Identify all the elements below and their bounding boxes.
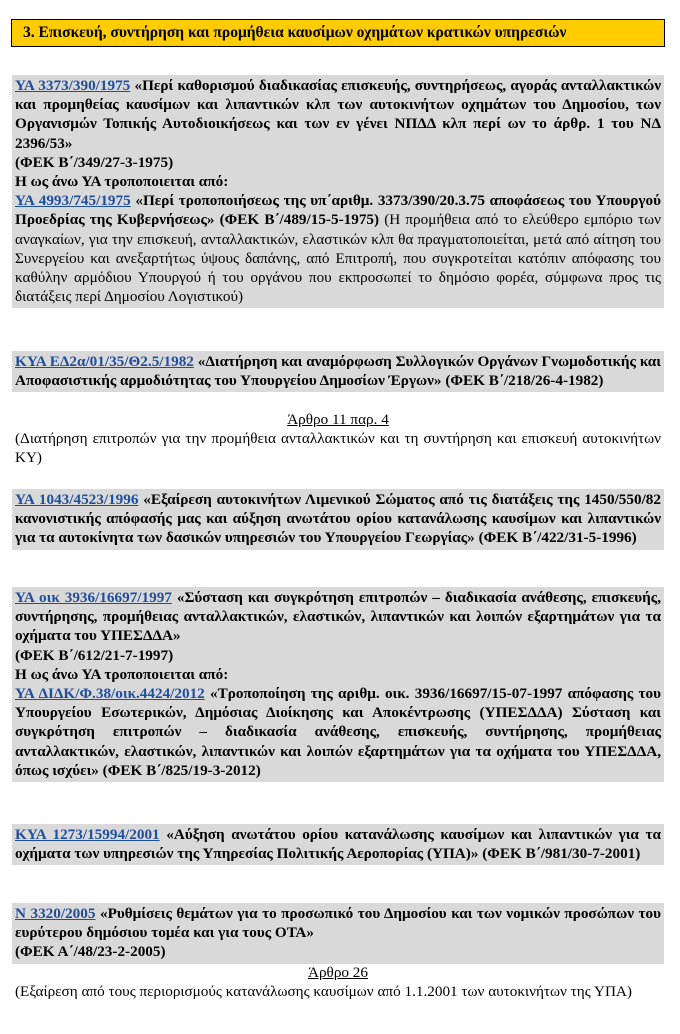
article-reference: Άρθρο 11 παρ. 4	[287, 411, 389, 428]
amendment-label: Η ως άνω ΥΑ τροποποιειται από:	[15, 173, 229, 191]
law-title: «Αύξηση ανωτάτου ορίου κατανάλωσης καυσίμων και λιπαντικών για τα οχήματα των υπηρεσιών της Υπηρεσίας Πολιτικής Αεροπορίας (ΥΠΑ)» (ΦΕΚ Β΄/981/30-7-2001)	[15, 826, 661, 863]
amendment-title: «Τροποποίηση της αριθμ. οικ. 3936/16697/15-07-1997 απόφασης του Υπουργείου Εσωτερικών, Δημόσιας Διοίκησης και Αποκέντρωσης (ΥΠΕΣΔΔΑ) Σύσταση και συγκρότηση επιτροπών – διαδικασία ανάθεσης, επισκευής, συντήρησης, προμήθειας ανταλλακτικών, ελαστικών, λιπαντικών και λοιπών εξαρτημάτων για τα οχήματα του ΥΠΕΣΔΔΑ, όπως ισχύει» (ΦΕΚ Β΄/825/19-3-2012)	[15, 685, 661, 779]
fek-reference: (ΦΕΚ Β΄/349/27-3-1975)	[15, 153, 174, 171]
amendment-label: Η ως άνω ΥΑ τροποποιειται από:	[15, 665, 229, 683]
law-link-4424-2012[interactable]: ΥΑ ΔΙΔΚ/Φ.38/οικ.4424/2012	[15, 685, 205, 703]
law-title: «Διατήρηση και αναμόρφωση Συλλογικών Οργάνων Γνωμοδοτικής και Αποφασιστικής αρμοδιότητας του Υπουργείου Δημοσίων Έργων» (ΦΕΚ Β΄/218/26-4-1982)	[15, 353, 661, 390]
fek-reference: (ΦΕΚ Β΄/612/21-7-1997)	[15, 646, 174, 664]
law-link-ed2a-1982[interactable]: ΚΥΑ ΕΔ2α/01/35/Θ2.5/1982	[15, 353, 194, 370]
law-title: «Εξαίρεση αυτοκινήτων Λιμενικού Σώματος από τις διατάξεις της 1450/550/82 κανονιστικής απόφασής μας και αύξηση ανωτάτου ορίου κατανάλωσης καυσίμων και λιπαντικών για τα αυτοκίνητα των δασικών υπηρεσιών του Υπουργείου Γεωργίας» (ΦΕΚ Β΄/422/31-5-1996)	[15, 491, 661, 547]
law-link-3320-2005[interactable]: Ν 3320/2005	[15, 905, 96, 922]
law-title: «Ρυθμίσεις θεμάτων για το προσωπικό του Δημοσίου και των νομικών προσώπων του ευρύτερου δημόσιου τομέα και για τους ΟΤΑ»	[15, 905, 662, 942]
law-link-4993-1975[interactable]: ΥΑ 4993/745/1975	[15, 192, 131, 210]
law-link-1043-1996[interactable]: ΥΑ 1043/4523/1996	[15, 491, 139, 508]
law-entry-1273-2001	[12, 824, 664, 865]
law-title: «Περί καθορισμού διαδικασίας επισκευής, συντηρήσεως, αγοράς ανταλλακτικών και προμηθείας καυσίμων και λιπαντικών κλπ των αυτοκινήτων οχημάτων του Δημοσίου, των Οργανισμών Τοπικής Αυτοδιοικήσεως και των εν γένει ΝΠΔΔ κλπ περί ων το άρθρ. 1 του ΝΔ 2396/53»	[15, 77, 661, 152]
law-entry-ed2a-1982	[12, 351, 664, 392]
article-block-2005	[12, 962, 664, 1003]
law-entry-3936-1997	[12, 587, 664, 782]
article-block-1982	[12, 409, 664, 470]
law-link-3373-1975[interactable]: ΥΑ 3373/390/1975	[15, 77, 131, 94]
law-title: «Σύσταση και συγκρότηση επιτροπών – διαδικασία ανάθεσης, επισκευής, συντήρησης, προμήθειας ανταλλακτικών, ελαστικών, λιπαντικών και λοιπών εξαρτημάτων για τα οχήματα του ΥΠΕΣΔΔΑ»	[15, 589, 661, 645]
law-link-3936-1997[interactable]: ΥΑ οικ 3936/16697/1997	[15, 589, 172, 606]
fek-reference: (ΦΕΚ Α΄/48/23-2-2005)	[15, 943, 166, 961]
law-entry-3320-2005	[12, 903, 664, 964]
article-reference: Άρθρο 26	[308, 964, 368, 981]
amendment-title: «Περί τροποποιήσεως της υπ΄αριθμ. 3373/390/20.3.75 αποφάσεως του Υπουργού Προεδρίας της Κυβερνήσεως» (ΦΕΚ Β΄/489/15-5-1975)	[15, 192, 661, 229]
article-note: (Εξαίρεση από τους περιορισμούς κατανάλωσης καυσίμων από 1.1.2001 των αυτοκινήτων της ΥΠΑ)	[15, 983, 632, 1001]
law-link-1273-2001[interactable]: ΚΥΑ 1273/15994/2001	[15, 826, 160, 843]
amendment-note: (Η προμήθεια από το ελεύθερο εμπόριο των αναγκαίων, για την επισκευή, ανταλλακτικών, ελαστικών κλπ θα πραγματοποιείται, μετά από αίτηση του Συνεργείου και ανεξαρτήτως ύψους δαπάνης, από Επιτροπή, που συγκροτείται κατόπιν απόφασης του καθύλην αρμόδιου Υπουργού ή του οργάνου που εκπροσωπεί το δημόσιο φορέα, σύμφωνα προς τις διατάξεις περί Δημοσίου Λογιστικού)	[15, 211, 661, 306]
law-entry-1043-1996	[12, 489, 664, 550]
article-note: (Διατήρηση επιτροπών για την προμήθεια ανταλλακτικών και τη συντήρηση και επισκευή αυτοκινήτων ΚΥ)	[15, 430, 661, 467]
law-entry-3373-1975	[12, 75, 664, 308]
section-title: 3. Επισκευή, συντήρηση και προμήθεια καυσίμων οχημάτων κρατικών υπηρεσιών	[11, 19, 665, 47]
